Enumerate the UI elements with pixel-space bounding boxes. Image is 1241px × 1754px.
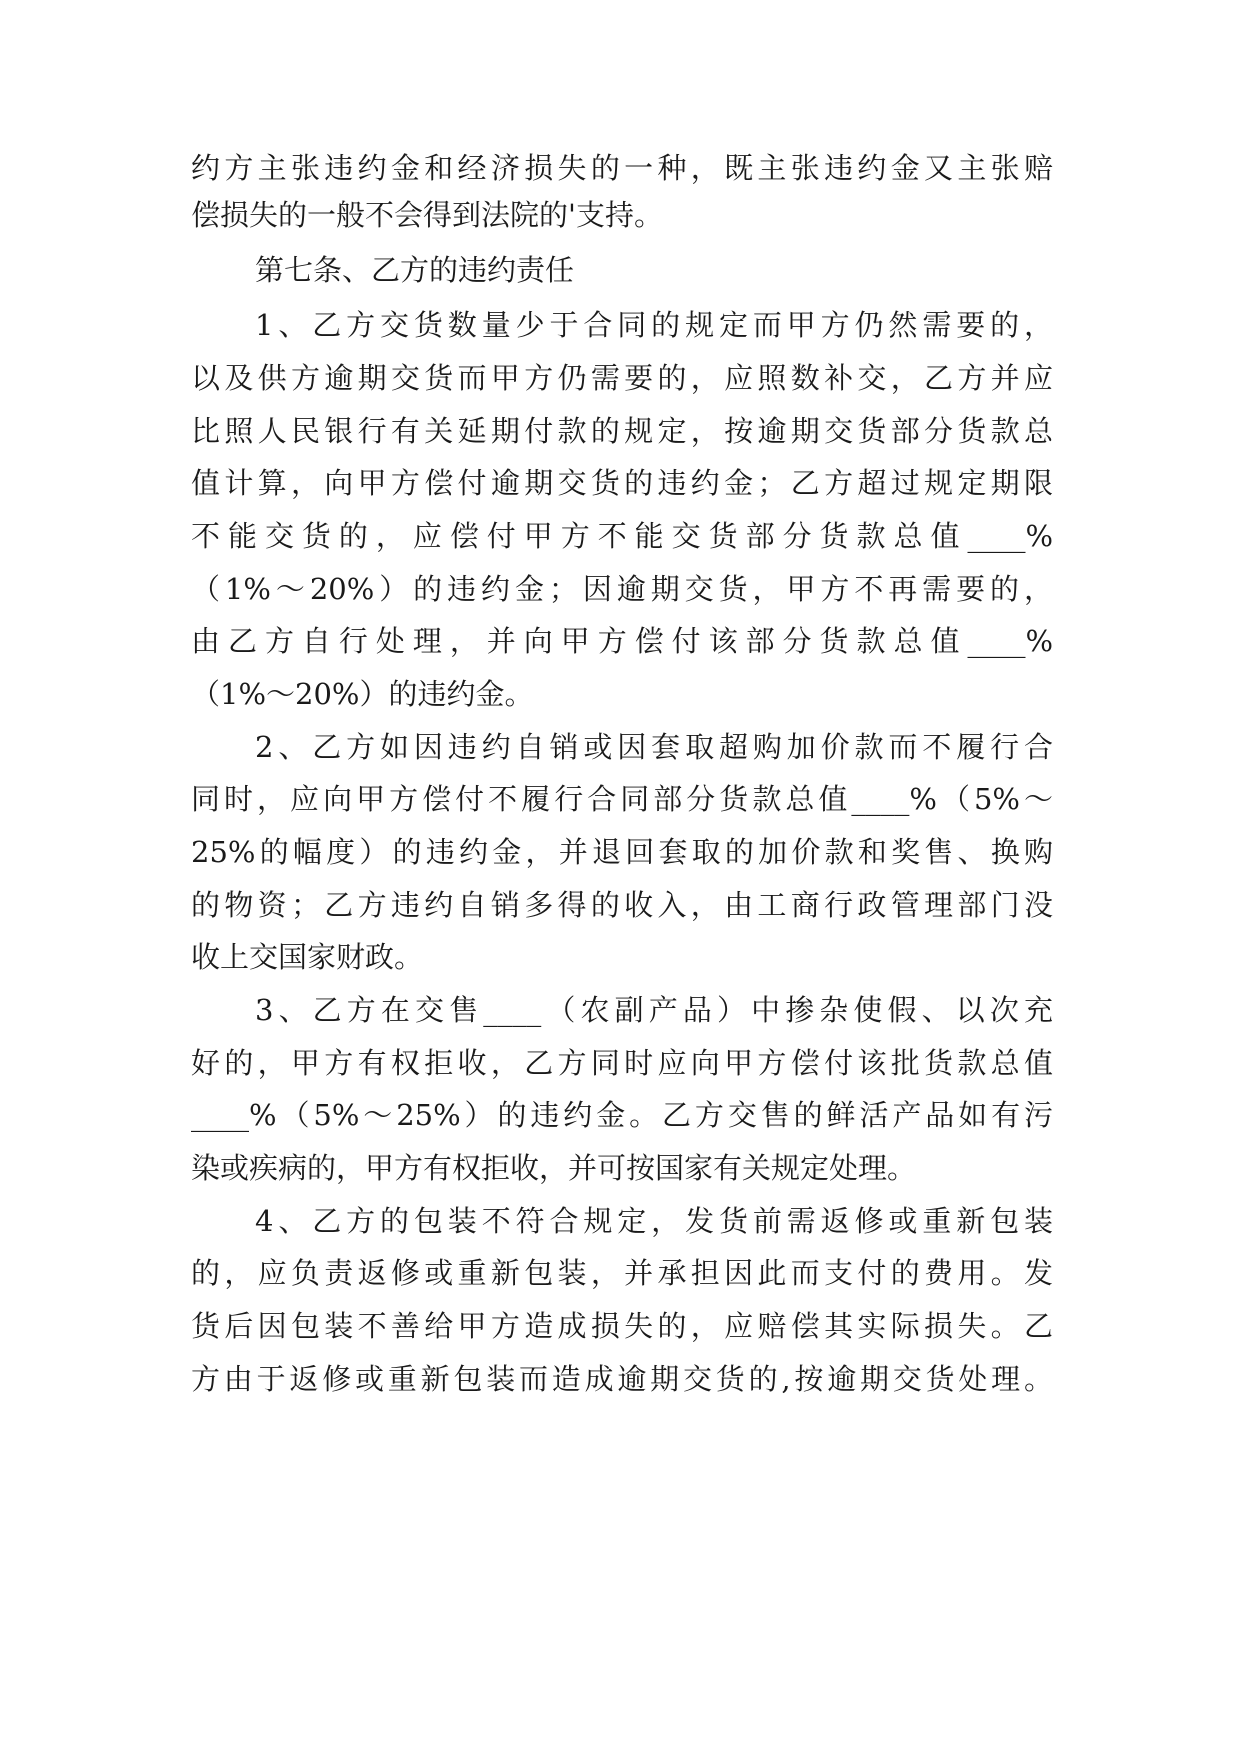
text-line: 方由于返修或重新包装而造成逾期交货的,按逾期交货处理。 [191,1362,1053,1396]
text-line: 值计算，向甲方偿付逾期交货的违约金；乙方超过规定期限 [191,466,1053,500]
text-line: 25%的幅度）的违约金，并退回套取的加价款和奖售、换购 [191,835,1053,869]
text-line: 好的，甲方有权拒收，乙方同时应向甲方偿付该批货款总值 [191,1046,1053,1080]
text-line: 同时，应向甲方偿付不履行合同部分货款总值____%（5%～ [191,782,1053,816]
text-line: 偿损失的一般不会得到法院的'支持。 [191,198,663,232]
text-line: 由乙方自行处理，并向甲方偿付该部分货款总值____% [191,624,1053,658]
text-line: 2、乙方如因违约自销或因套取超购加价款而不履行合 [255,730,1053,764]
text-line: 3、乙方在交售____（农副产品）中掺杂使假、以次充 [255,993,1053,1027]
text-line: 染或疾病的，甲方有权拒收，并可按国家有关规定处理。 [191,1151,917,1185]
text-line: 不能交货的，应偿付甲方不能交货部分货款总值____% [191,519,1053,553]
text-line: 货后因包装不善给甲方造成损失的，应赔偿其实际损失。乙 [191,1309,1053,1343]
text-line: 1、乙方交货数量少于合同的规定而甲方仍然需要的， [255,308,1053,342]
text-line: 的，应负责返修或重新包装，并承担因此而支付的费用。发 [191,1256,1053,1290]
text-line: 的物资；乙方违约自销多得的收入，由工商行政管理部门没 [191,888,1053,922]
text-line: 约方主张违约金和经济损失的一种，既主张违约金又主张赔 [191,151,1053,185]
text-line: 以及供方逾期交货而甲方仍需要的，应照数补交，乙方并应 [191,361,1053,395]
text-line: ____%（5%～25%）的违约金。乙方交售的鲜活产品如有污 [191,1098,1053,1132]
text-line: （1%～20%）的违约金；因逾期交货，甲方不再需要的， [191,572,1053,606]
text-line: 比照人民银行有关延期付款的规定，按逾期交货部分货款总 [191,414,1053,448]
text-line: 收上交国家财政。 [191,940,424,974]
text-line: （1%～20%）的违约金。 [191,677,534,711]
text-line: 4、乙方的包装不符合规定，发货前需返修或重新包装 [255,1204,1053,1238]
section-heading: 第七条、乙方的违约责任 [255,253,575,287]
